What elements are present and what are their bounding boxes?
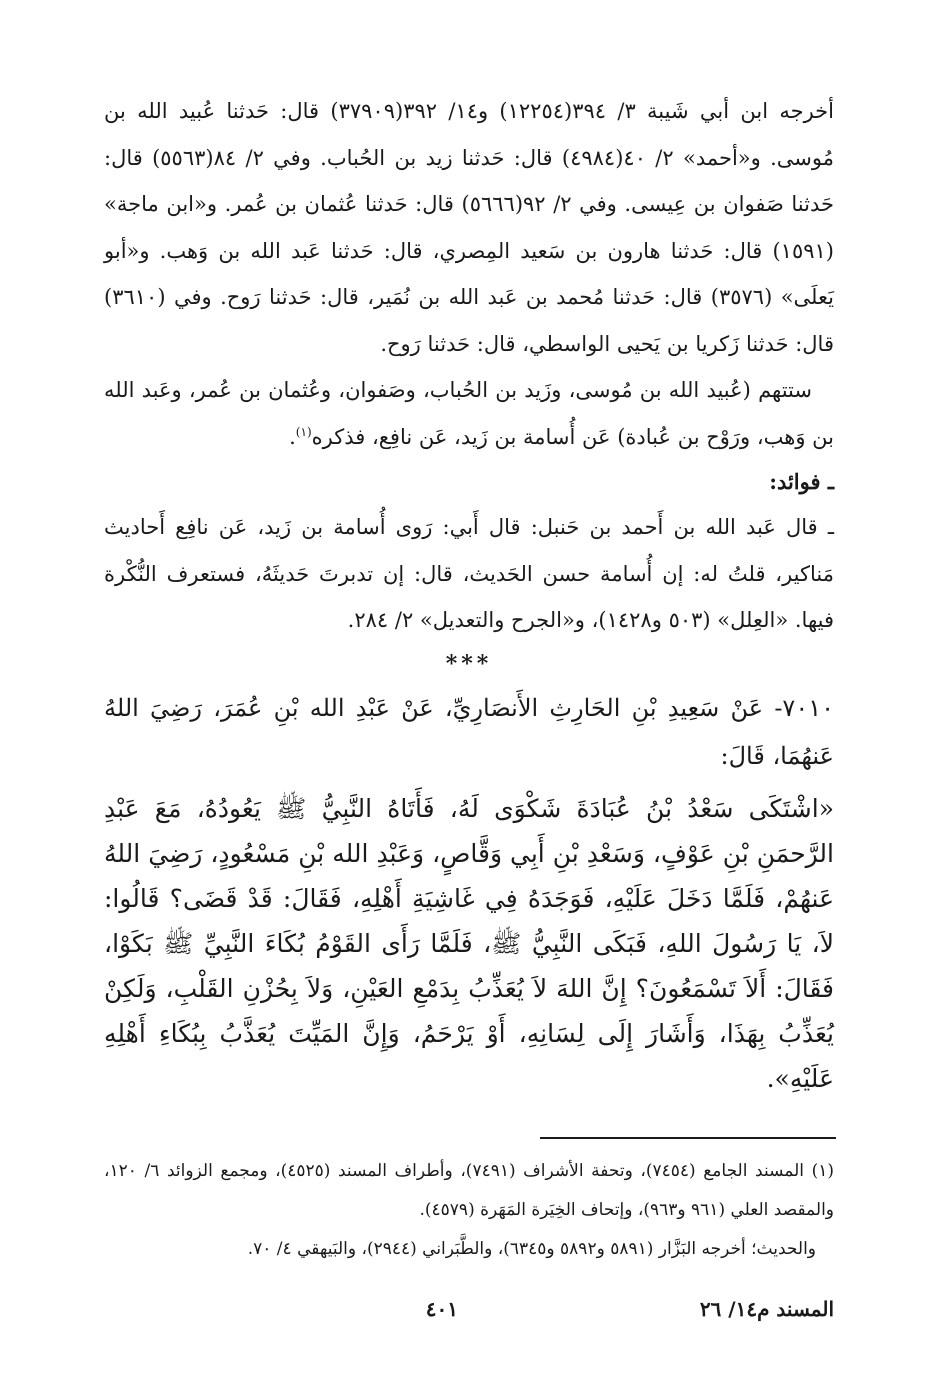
narrators-end: . (289, 424, 296, 449)
narrators-paragraph (104, 367, 834, 460)
fawaid-heading: ـ فوائد: (769, 469, 834, 494)
hadith-isnad (104, 684, 834, 780)
footnotes (104, 1152, 834, 1269)
footnote-divider (540, 1137, 836, 1139)
takhrij-paragraph: أخرجه ابن أبي شَيبة ٣/ ٣٩٤(١٢٢٥٤) و١٤/ ٣٩٢(٣٧٩٠٩) قال: حَدثنا عُبيد الله بن مُوسى. و«أحمد» ٢/ ٤٠(٤٩٨٤) قال: حَدثنا زيد بن الحُباب. وفي ٢/ ٨٤(٥٥٦٣) قال: حَدثنا صَفوان بن عِيسى. وفي ٢/ ٩٢(٥٦٦٦) قال: حَدثنا عُثمان بن عُمر. و«ابن ماجة» (١٥٩١) قال: حَدثنا هارون بن سَعيد المِصري، قال: حَدثنا عَبد الله بن وَهب. و«أبو يَعلَى» (٣٥٧٦) قال: حَدثنا مُحمد بن عَبد الله بن نُمَير، قال: حَدثنا رَوح. وفي (٣٦١٠) قال: حَدثنا زَكريا بن يَحيى الواسطي، قال: حَدثنا رَوح. (104, 99, 834, 356)
footnote-1: (١) المسند الجامع (٧٤٥٤)، وتحفة الأشراف (٧٤٩١)، وأطراف المسند (٤٥٢٥)، ومجمع الزوائد ٦/ ١٢٠، والمقصد العلي (٩٦١ و٩٦٣)، وإتحاف الخِيَرة المَهَرة (٤٥٧٩). (104, 1161, 834, 1220)
section-separator: *** (445, 650, 493, 677)
hadith-isnad-text: عَنْ سَعِيدِ بْنِ الحَارِثِ الأَنصَارِيِّ، عَنْ عَبْدِ الله بْنِ عُمَرَ، رَضِيَ اللهُ عَنهُمَا، قَالَ: (104, 693, 834, 770)
hadith-number: ٧٠١٠- (774, 693, 834, 722)
page-body (104, 88, 834, 1101)
narrators-text: ستتهم (عُبيد الله بن مُوسى، وزَيد بن الحُباب، وصَفوان، وعُثمان بن عُمر، وعَبد الله بن وَهب، ورَوْح بن عُبادة) عَن أُسامة بن زَيد، عَن نافِع، فذكره (104, 378, 834, 449)
hadith-matn: «اشْتَكَى سَعْدُ بْنُ عُبَادَةَ شَكْوَى لَهُ، فَأَتَاهُ النَّبِيُّ ﷺ يَعُودُهُ، مَعَ عَبْدِ الرَّحمَنِ بْنِ عَوْفٍ، وَسَعْدِ بْنِ أَبِي وَقَّاصٍ، وَعَبْدِ الله بْنِ مَسْعُودٍ، رَضِيَ اللهُ عَنهُمْ، فَلَمَّا دَخَلَ عَلَيْهِ، فَوَجَدَهُ فِي غَاشِيَةِ أَهْلِهِ، فَقَالَ: قَدْ قَضَى؟ قَالُوا: لاَ، يَا رَسُولَ اللهِ، فَبَكَى النَّبِيُّ ﷺ، فَلَمَّا رَأَى القَوْمُ بُكَاءَ النَّبِيِّ ﷺ بَكَوْا، فَقَالَ: أَلاَ تَسْمَعُونَ؟ إِنَّ اللهَ لاَ يُعَذِّبُ بِدَمْعِ العَيْنِ، وَلاَ بِحُزْنِ القَلْبِ، وَلَكِنْ يُعَذِّبُ بِهَذَا، وَأَشَارَ إِلَى لِسَانِهِ، أَوْ يَرْحَمُ، وَإِنَّ المَيِّتَ يُعَذَّبُ بِبُكَاءِ أَهْلِهِ عَلَيْهِ». (104, 793, 834, 1093)
footnote-1-continued: والحديث؛ أخرجه البَزَّار (٥٨٩١ و٥٨٩٢ و٦٣٤٥)، والطَّبَراني (٢٩٤٤)، والبَيهقي ٤/ ٧٠. (247, 1239, 816, 1259)
volume-reference: المسند م١٤/ ٢٦ (699, 1297, 834, 1321)
page-number: ٤٠١ (425, 1297, 458, 1321)
footnote-ref[interactable]: (١) (295, 424, 312, 439)
fawaid-paragraph: ـ قال عَبد الله بن أَحمد بن حَنبل: قال أَبي: رَوى أُسامة بن زَيد، عَن نافِع أَحاديث مَناكير، قلتُ له: إن أُسامة حسن الحَديث، قال: إن تدبرتَ حَديثَهُ، فستعرف النُّكْرة فيها. «العِلل» (٥٠٣ و١٤٢٨)، و«الجرح والتعديل» ٢/ ٢٨٤. (104, 515, 834, 632)
